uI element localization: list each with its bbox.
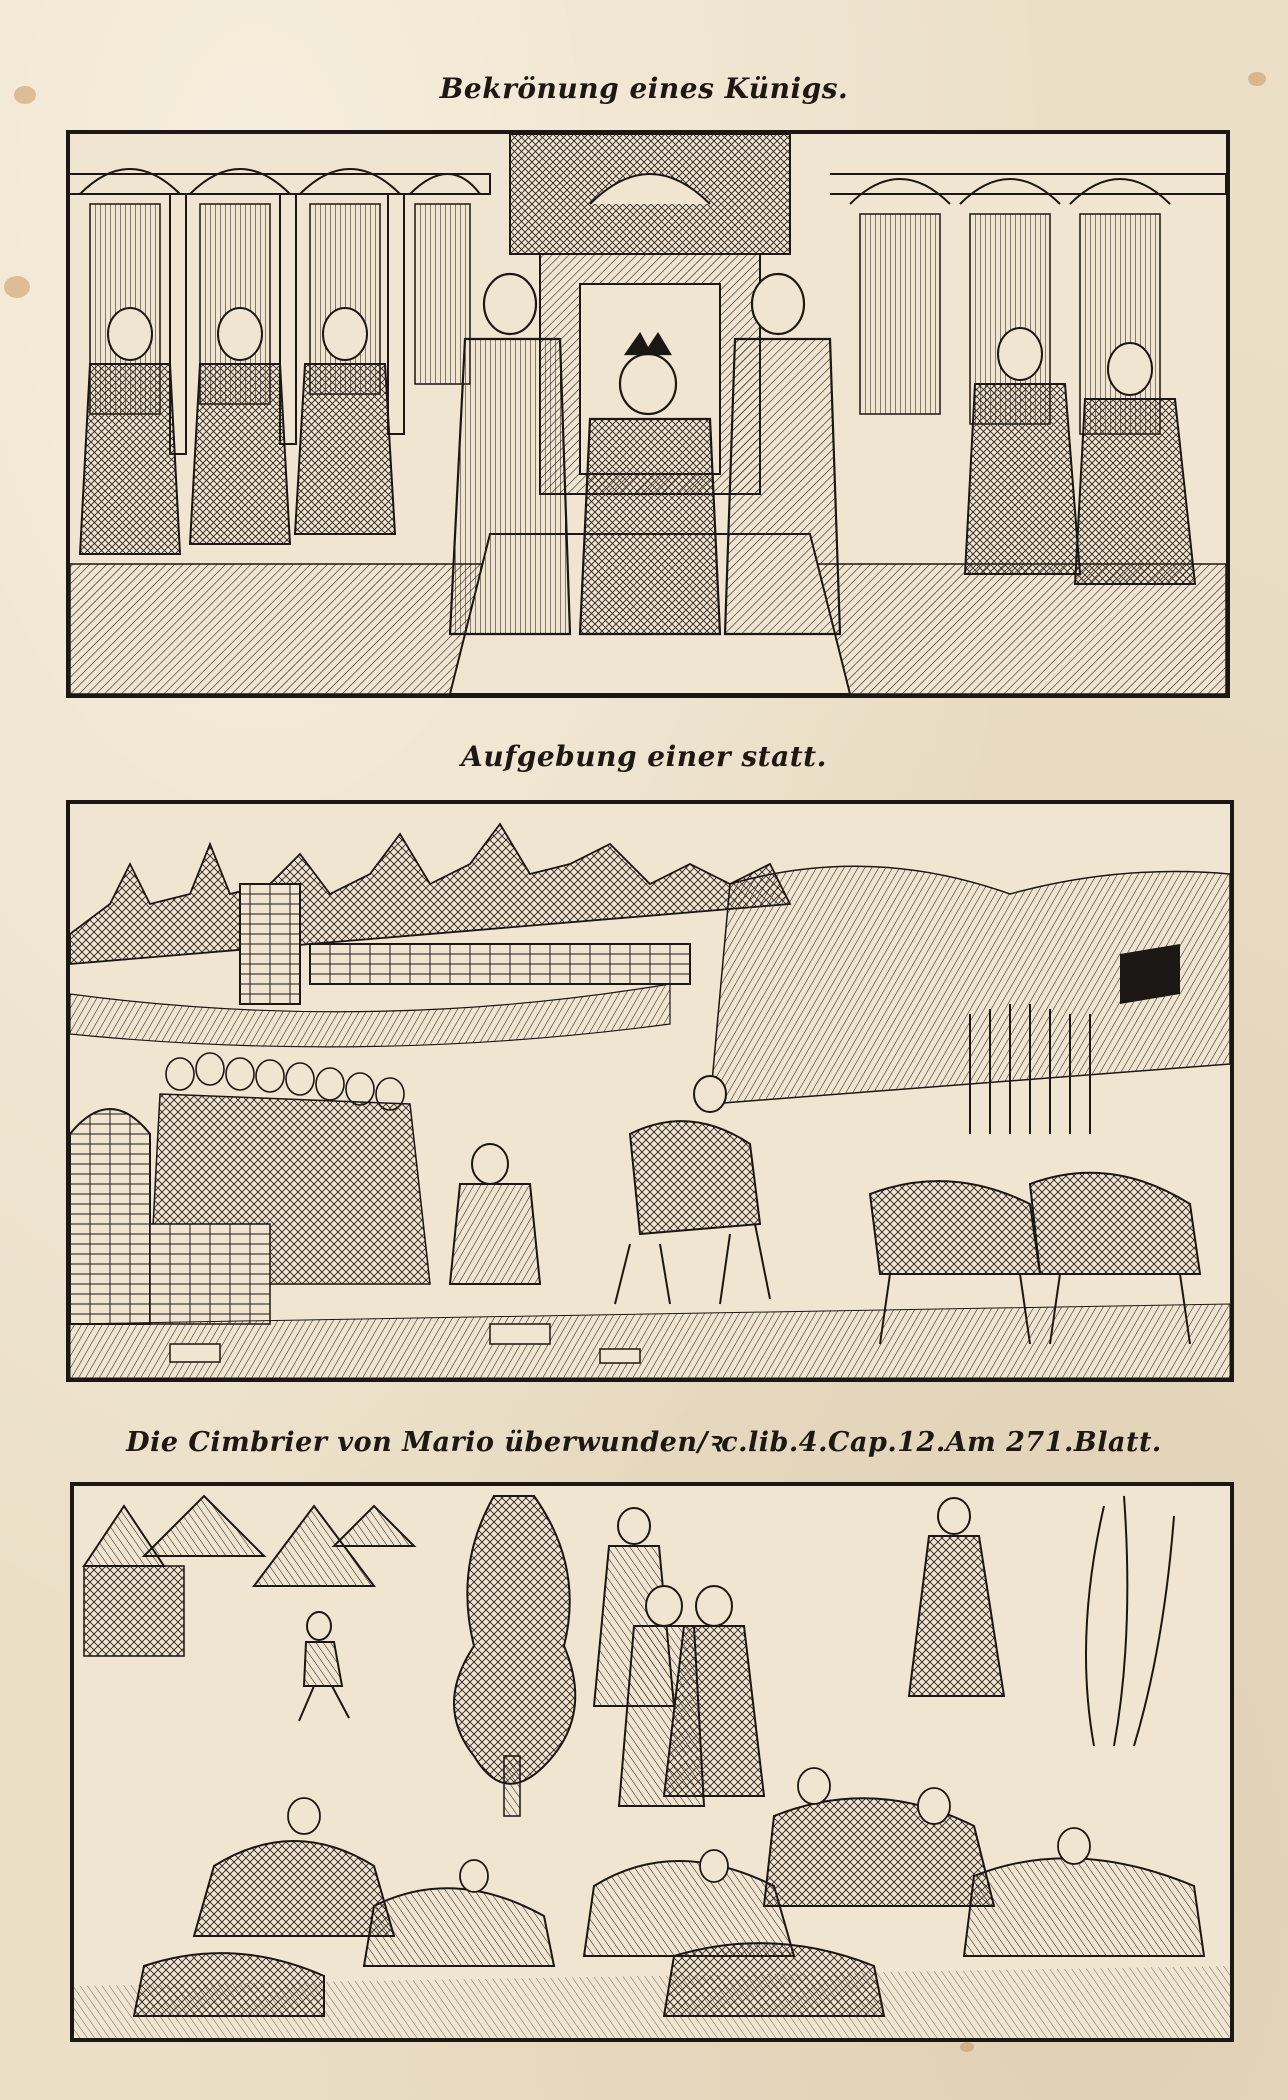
woodcut-surrender (66, 800, 1234, 1382)
woodcut-cimbri (70, 1482, 1234, 2042)
caption-cimbri: Die Cimbrier von Mario überwunden/ꝛc.lib.4.Cap.12.Am 271.Blatt. (126, 1427, 1162, 1458)
caption-coronation: Bekrönung eines Künigs. (439, 72, 849, 105)
caption-surrender: Aufgebung einer statt. (461, 740, 827, 773)
foxing-stain (4, 276, 30, 298)
woodcut-coronation (66, 130, 1230, 698)
foxing-stain (960, 2042, 974, 2052)
bleed-through-heading (180, 0, 1080, 32)
